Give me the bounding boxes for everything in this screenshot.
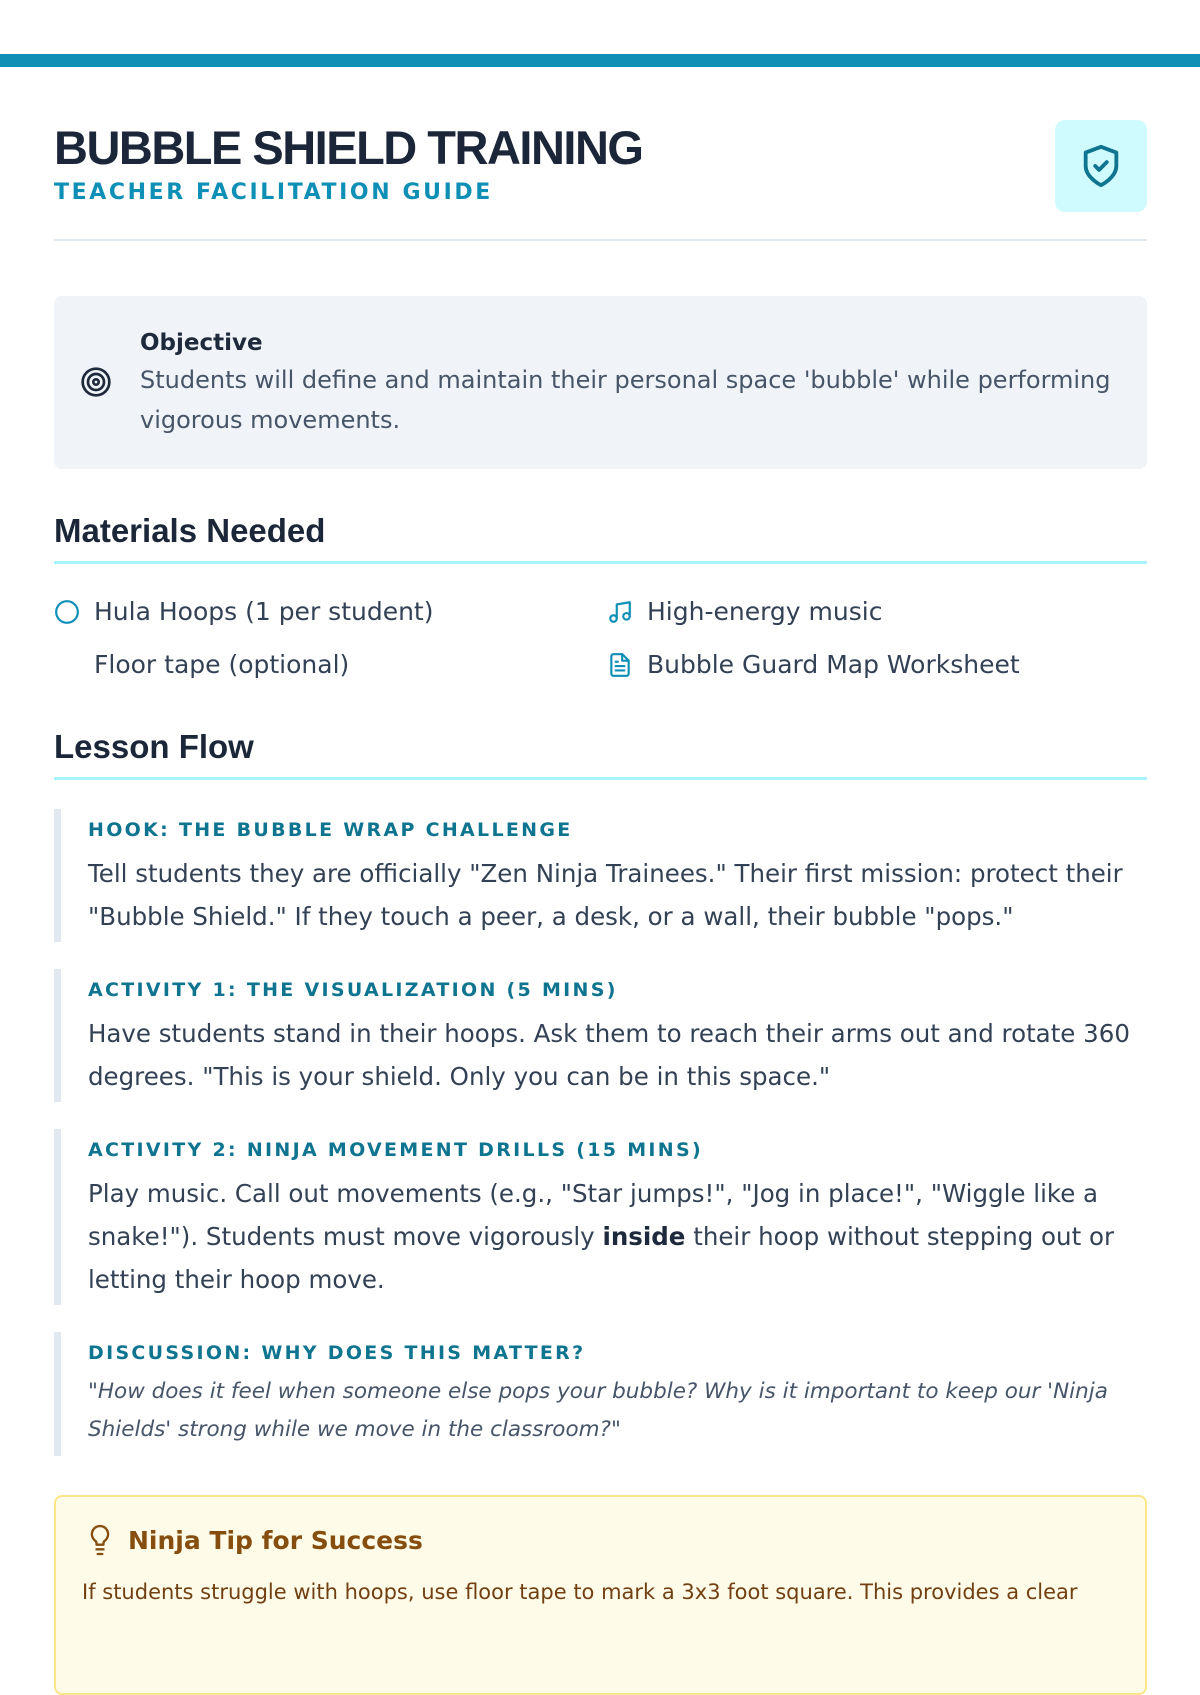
step-text: Play music. Call out movements (e.g., "Star jumps!", "Jog in place!", "Wiggle like a snake!"). Students must move vigorously inside their hoop without stepping out or letting their hoop move.	[88, 1179, 1115, 1294]
material-item	[607, 650, 1020, 679]
target-icon	[80, 366, 112, 398]
lesson-guide	[54, 67, 1147, 1604]
objective-title: Objective	[140, 330, 263, 356]
material-item	[607, 597, 882, 626]
shield-badge	[1055, 120, 1147, 212]
lesson-step-discussion	[54, 1332, 1147, 1456]
emphasis-text: inside	[602, 1222, 686, 1251]
materials-heading: Materials Needed	[54, 512, 1147, 564]
material-item	[54, 650, 349, 679]
objective-card	[54, 296, 1147, 469]
shield-check-icon	[1078, 143, 1124, 189]
page-header	[54, 67, 1147, 241]
lesson-flow-heading: Lesson Flow	[54, 728, 1147, 780]
lesson-step-hook	[54, 809, 1147, 942]
material-label: Hula Hoops (1 per student)	[94, 597, 434, 626]
music-note-icon	[607, 599, 633, 625]
step-text: Tell students they are officially "Zen Ninja Trainees." Their first mission: protect their "Bubble Shield." If they touch a peer, a desk, or a wall, their bubble "pops."	[88, 859, 1123, 931]
material-label: Bubble Guard Map Worksheet	[647, 650, 1020, 679]
top-accent-bar	[0, 54, 1200, 67]
tip-title: Ninja Tip for Success	[128, 1525, 423, 1555]
tip-header	[86, 1523, 423, 1557]
step-text: Have students stand in their hoops. Ask them to reach their arms out and rotate 360 degrees. "This is your shield. Only you can be in this space."	[88, 1019, 1130, 1091]
circle-icon	[54, 599, 80, 625]
document-icon	[607, 652, 633, 678]
material-label: High-energy music	[647, 597, 883, 626]
page-title: BUBBLE SHIELD TRAINING	[54, 121, 643, 174]
tip-text: If students struggle with hoops, use floor tape to mark a 3x3 foot square. This provides a clear	[82, 1580, 1078, 1604]
material-label: Floor tape (optional)	[94, 650, 350, 679]
lightbulb-icon	[86, 1523, 114, 1557]
step-label: HOOK: THE BUBBLE WRAP CHALLENGE	[88, 819, 573, 841]
step-label: ACTIVITY 1: THE VISUALIZATION (5 MINS)	[88, 979, 618, 1001]
discussion-quote: "How does it feel when someone else pops your bubble? Why is it important to keep our 'Ninja Shields' strong while we move in the classroom?"	[88, 1379, 1108, 1442]
page-subtitle: TEACHER FACILITATION GUIDE	[54, 180, 493, 205]
objective-text: Students will define and maintain their personal space 'bubble' while performing vigorous movements.	[140, 366, 1111, 434]
lesson-step-activity-1	[54, 969, 1147, 1102]
lesson-step-activity-2	[54, 1129, 1147, 1305]
step-label: ACTIVITY 2: NINJA MOVEMENT DRILLS (15 MINS)	[88, 1139, 703, 1161]
material-item	[54, 597, 434, 626]
step-label: DISCUSSION: WHY DOES THIS MATTER?	[88, 1342, 586, 1364]
ninja-tip-card	[54, 1495, 1147, 1695]
